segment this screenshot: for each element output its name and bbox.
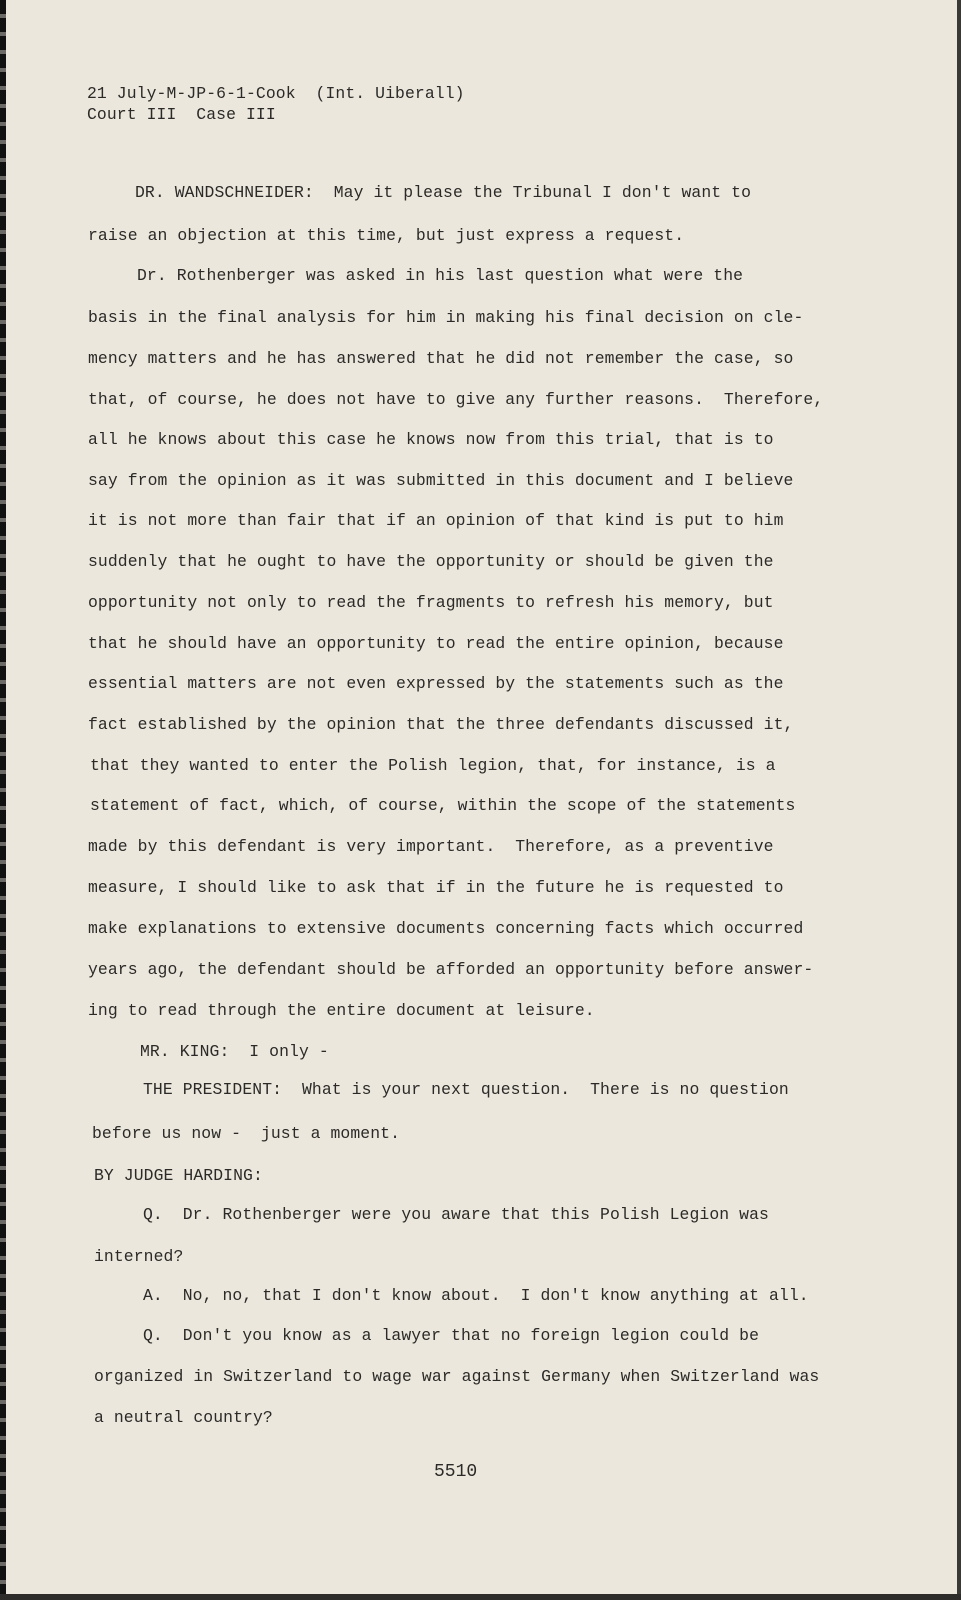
- transcript-line: fact established by the opinion that the three defendants discussed it,: [88, 715, 794, 734]
- transcript-line: DR. WANDSCHNEIDER: May it please the Tribunal I don't want to: [135, 183, 752, 202]
- page-edge-right: [957, 0, 961, 1600]
- transcript-line: opportunity not only to read the fragments to refresh his memory, but: [88, 593, 774, 612]
- transcript-line: Q. Dr. Rothenberger were you aware that this Polish Legion was: [143, 1205, 769, 1224]
- transcript-line: A. No, no, that I don't know about. I don't know anything at all.: [143, 1286, 809, 1305]
- transcript-line: BY JUDGE HARDING:: [94, 1166, 263, 1185]
- page-edge-left: [0, 0, 6, 1600]
- transcript-line: that they wanted to enter the Polish legion, that, for instance, is a: [90, 756, 776, 775]
- header-line-1: 21 July-M-JP-6-1-Cook (Int. Uiberall): [87, 84, 465, 103]
- transcript-line: it is not more than fair that if an opinion of that kind is put to him: [88, 511, 784, 530]
- transcript-line: measure, I should like to ask that if in the future he is requested to: [88, 878, 784, 897]
- transcript-line: before us now - just a moment.: [92, 1124, 401, 1143]
- transcript-line: MR. KING: I only -: [140, 1042, 329, 1061]
- transcript-line: interned?: [94, 1247, 184, 1266]
- transcript-line: statement of fact, which, of course, within the scope of the statements: [90, 796, 796, 815]
- header-line-2: Court III Case III: [87, 105, 276, 124]
- transcript-line: that he should have an opportunity to read the entire opinion, because: [88, 634, 784, 653]
- transcript-line: essential matters are not even expressed by the statements such as the: [88, 674, 784, 693]
- transcript-line: years ago, the defendant should be afforded an opportunity before answer-: [88, 960, 814, 979]
- transcript-line: say from the opinion as it was submitted in this document and I believe: [88, 471, 794, 490]
- transcript-line: raise an objection at this time, but just express a request.: [88, 226, 685, 245]
- transcript-line: basis in the final analysis for him in making his final decision on cle-: [88, 308, 804, 327]
- transcript-line: ing to read through the entire document at leisure.: [88, 1001, 595, 1020]
- transcript-line: Q. Don't you know as a lawyer that no foreign legion could be: [143, 1326, 760, 1345]
- transcript-line: Dr. Rothenberger was asked in his last question what were the: [137, 266, 744, 285]
- transcript-line: make explanations to extensive documents concerning facts which occurred: [88, 919, 804, 938]
- transcript-line: THE PRESIDENT: What is your next question. There is no question: [143, 1080, 789, 1099]
- transcript-line: organized in Switzerland to wage war against Germany when Switzerland was: [94, 1367, 820, 1386]
- page-number: 5510: [434, 1462, 478, 1482]
- transcript-line: mency matters and he has answered that he did not remember the case, so: [88, 349, 794, 368]
- transcript-line: made by this defendant is very important. Therefore, as a preventive: [88, 837, 774, 856]
- transcript-line: that, of course, he does not have to give any further reasons. Therefore,: [88, 390, 824, 409]
- page-edge-bottom: [0, 1594, 961, 1600]
- transcript-line: suddenly that he ought to have the opportunity or should be given the: [88, 552, 774, 571]
- transcript-line: all he knows about this case he knows now from this trial, that is to: [88, 430, 774, 449]
- transcript-line: a neutral country?: [94, 1408, 273, 1427]
